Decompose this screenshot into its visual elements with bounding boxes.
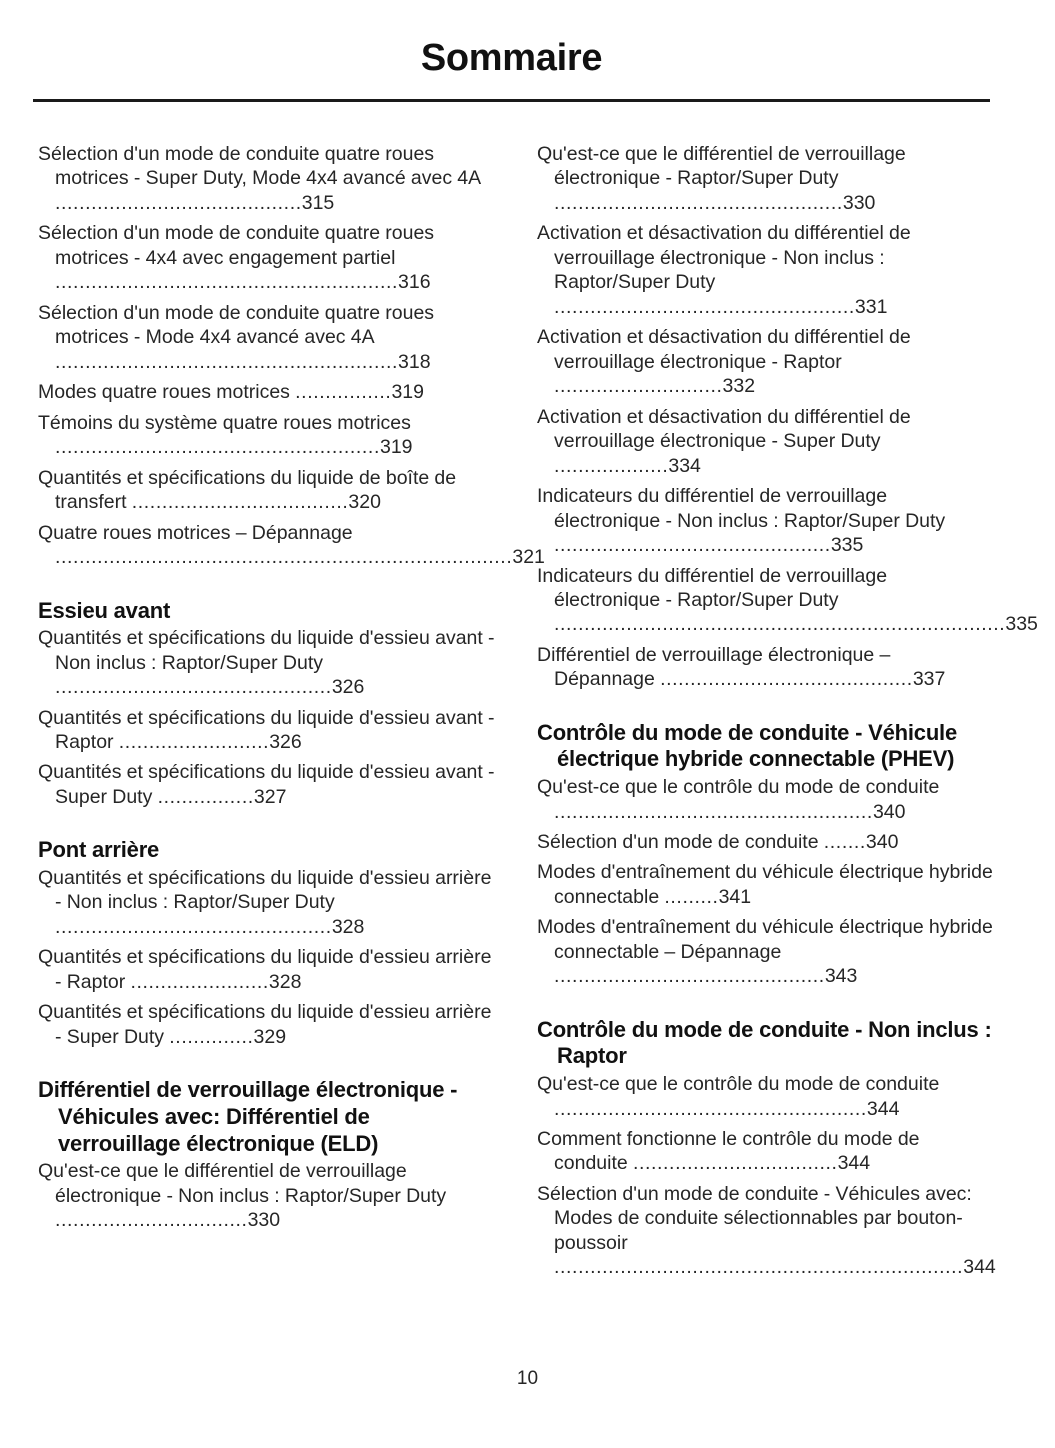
toc-section-heading: Contrôle du mode de conduite - Non inclus : Raptor: [537, 1016, 992, 1069]
toc-entry-page-number: 318: [398, 350, 431, 373]
toc-leader-dots: ....................................: [131, 491, 349, 514]
toc-entry-page-number: 326: [331, 676, 365, 699]
footer-page-number: 10: [516, 1368, 539, 1389]
toc-entry-title: Indicateurs du différentiel de verrouillage électronique - Raptor/Super Duty: [537, 564, 888, 611]
toc-leader-dots: .....................................................: [554, 800, 873, 823]
toc-entry-page-number: 329: [253, 1025, 287, 1048]
toc-entry[interactable]: [38, 866, 495, 939]
toc-entry-page-number: 331: [854, 295, 888, 318]
toc-entry-title: Quantités et spécifications du liquide d'essieu avant - Raptor: [38, 706, 495, 753]
toc-leader-dots: .......: [823, 831, 866, 853]
toc-entry[interactable]: [537, 775, 994, 824]
toc-entry-title: Comment fonctionne le contrôle du mode de conduite: [537, 1127, 920, 1175]
toc-leader-dots: ....................................................: [554, 1097, 867, 1120]
toc-leader-dots: ..................................: [632, 1152, 838, 1175]
toc-leader-dots: ....................................................................: [554, 1256, 964, 1279]
toc-entry-page-number: 327: [253, 785, 287, 808]
toc-entry-title: Activation et désactivation du différentiel de verrouillage électronique - Non inclus : Raptor/Super Duty: [537, 222, 911, 294]
toc-entry-title: Sélection d'un mode de conduite quatre roues motrices - 4x4 avec engagement partiel: [38, 222, 435, 269]
toc-entry[interactable]: [537, 643, 994, 692]
toc-entry-page-number: 319: [379, 436, 413, 459]
toc-entry-page-number: 344: [963, 1256, 996, 1279]
toc-leader-dots: ................................: [55, 1209, 248, 1232]
page-footer: [0, 1368, 1055, 1390]
toc-leader-dots: .........................................................: [55, 350, 399, 373]
toc-entry[interactable]: [38, 1159, 495, 1232]
toc-leader-dots: .............................................: [554, 965, 825, 988]
toc-entry-title: Quantités et spécifications du liquide d'essieu avant - Non inclus : Raptor/Super Duty: [38, 627, 495, 674]
toc-entry-page-number: 330: [247, 1209, 281, 1232]
toc-entry-page-number: 344: [866, 1097, 900, 1120]
toc-section-heading: Essieu avant: [38, 597, 171, 623]
toc-entry-page-number: 334: [668, 454, 701, 477]
toc-entry-page-number: 340: [872, 800, 906, 823]
toc-entry[interactable]: [537, 860, 994, 909]
toc-leader-dots: ..............................................: [55, 915, 332, 938]
toc-entry[interactable]: [38, 380, 495, 404]
toc-entry-title: Sélection d'un mode de conduite quatre roues motrices - Mode 4x4 avancé avec 4A: [38, 301, 435, 349]
toc-leader-dots: ..................................................: [554, 295, 855, 318]
toc-entry-page-number: 320: [348, 491, 381, 514]
toc-leader-dots: ......................................................: [55, 436, 380, 459]
toc-entry-title: Activation et désactivation du différentiel de verrouillage électronique - Super Duty: [537, 405, 911, 453]
toc-leader-dots: .........................................: [55, 191, 302, 214]
toc-entry-page-number: 341: [718, 885, 752, 908]
toc-entry[interactable]: [537, 325, 994, 398]
toc-column-right: [537, 142, 1038, 1286]
toc-entry-page-number: 315: [301, 191, 335, 214]
toc-entry-page-number: 319: [391, 381, 424, 404]
toc-entry-title: Sélection d'un mode de conduite: [537, 831, 824, 853]
toc-entry-page-number: 321: [512, 546, 545, 569]
toc-entry-title: Qu'est-ce que le différentiel de verrouillage électronique - Raptor/Super Duty: [537, 143, 906, 190]
toc-leader-dots: ..............................................: [55, 676, 332, 699]
document-header: [33, 38, 990, 110]
toc-entry-page-number: 326: [269, 730, 302, 753]
toc-entry-page-number: 332: [722, 375, 756, 398]
toc-leader-dots: ................................................: [554, 191, 843, 214]
toc-leader-dots: .........................: [118, 730, 270, 753]
toc-entry[interactable]: [537, 1127, 994, 1176]
toc-entry-title: Sélection d'un mode de conduite - Véhicules avec: Modes de conduite sélectionnables par bouton-poussoir: [537, 1182, 972, 1254]
toc-entry[interactable]: [38, 411, 495, 460]
toc-leader-dots: .........................................................: [55, 271, 399, 294]
toc-entry-page-number: 344: [837, 1152, 871, 1175]
toc-entry-page-number: 328: [268, 970, 302, 993]
toc-entry[interactable]: [38, 945, 495, 994]
toc-entry[interactable]: [537, 830, 994, 854]
toc-entry[interactable]: [537, 1072, 994, 1121]
toc-entry-title: Modes quatre roues motrices: [38, 381, 296, 404]
toc-entry-title: Quatre roues motrices – Dépannage: [38, 521, 353, 544]
toc-entry[interactable]: [537, 915, 994, 988]
toc-entry-page-number: 335: [830, 534, 864, 557]
toc-leader-dots: .......................: [130, 970, 269, 993]
toc-leader-dots: ..............................................: [554, 534, 831, 557]
toc-leader-dots: ............................: [554, 375, 723, 398]
toc-entry-page-number: 337: [912, 668, 946, 691]
toc-entry[interactable]: [38, 221, 495, 294]
toc-entry[interactable]: [38, 142, 495, 215]
toc-entry-title: Différentiel de verrouillage électronique – Dépannage: [537, 643, 891, 691]
toc-leader-dots: ..............: [169, 1025, 254, 1048]
toc-entry[interactable]: [38, 301, 495, 374]
toc-section-heading: Pont arrière: [38, 837, 160, 863]
toc-entry-page-number: 343: [824, 965, 858, 988]
toc-entry[interactable]: [537, 1182, 994, 1280]
toc-entry-title: Témoins du système quatre roues motrices: [38, 411, 411, 434]
toc-entry[interactable]: [537, 142, 994, 215]
toc-entry-page-number: 316: [398, 271, 431, 294]
toc-entry-title: Modes d'entraînement du véhicule électrique hybride connectable: [537, 861, 993, 908]
toc-columns: [0, 142, 1055, 1286]
toc-entry[interactable]: [537, 564, 1038, 637]
toc-entry[interactable]: [38, 521, 545, 570]
toc-entry[interactable]: [38, 1000, 495, 1049]
toc-section-heading: Contrôle du mode de conduite - Véhicule électrique hybride connectable (PHEV): [537, 719, 958, 772]
toc-entry-title: Quantités et spécifications du liquide de boîte de transfert: [38, 466, 457, 514]
toc-entry-title: Qu'est-ce que le contrôle du mode de conduite: [537, 1073, 940, 1096]
toc-entry-title: Qu'est-ce que le différentiel de verrouillage électronique - Non inclus : Raptor/Super Duty: [38, 1160, 447, 1207]
toc-entry-title: Modes d'entraînement du véhicule électrique hybride connectable – Dépannage: [537, 916, 993, 963]
toc-entry-title: Quantités et spécifications du liquide d'essieu avant - Super Duty: [38, 761, 495, 808]
toc-leader-dots: ............................................................................: [55, 546, 513, 569]
toc-entry-title: Qu'est-ce que le contrôle du mode de conduite: [537, 776, 940, 799]
toc-entry-title: Quantités et spécifications du liquide d'essieu arrière - Super Duty: [38, 1001, 492, 1048]
toc-leader-dots: ..........................................: [660, 668, 913, 691]
toc-entry[interactable]: [38, 706, 495, 755]
toc-section-heading: Différentiel de verrouillage électronique - Véhicules avec: Différentiel de verrouillage électronique (ELD): [38, 1077, 458, 1156]
toc-entry-page-number: 335: [1005, 613, 1038, 636]
toc-entry[interactable]: [38, 466, 495, 515]
toc-entry[interactable]: [537, 221, 994, 319]
header-divider: [33, 99, 990, 102]
toc-leader-dots: ................: [295, 381, 392, 404]
page-title: Sommaire: [420, 37, 603, 79]
toc-entry-page-number: 340: [865, 831, 899, 853]
toc-leader-dots: ................: [157, 785, 254, 808]
toc-entry-title: Sélection d'un mode de conduite quatre roues motrices - Super Duty, Mode 4x4 avancé avec 4A: [38, 143, 481, 190]
toc-entry[interactable]: [537, 484, 994, 557]
toc-entry-page-number: 330: [842, 191, 876, 214]
toc-leader-dots: ...................: [554, 454, 669, 477]
toc-column-left: [38, 142, 545, 1286]
toc-entry-page-number: 328: [331, 915, 365, 938]
toc-entry[interactable]: [38, 626, 495, 699]
toc-entry-title: Indicateurs du différentiel de verrouillage électronique - Non inclus : Raptor/Super Duty: [537, 485, 946, 532]
toc-entry[interactable]: [537, 405, 994, 478]
toc-entry-title: Quantités et spécifications du liquide d'essieu arrière - Raptor: [38, 946, 492, 993]
toc-leader-dots: .........: [664, 885, 719, 908]
toc-entry-title: Quantités et spécifications du liquide d'essieu arrière - Non inclus : Raptor/Super Duty: [38, 867, 492, 914]
toc-leader-dots: ...........................................................................: [554, 613, 1006, 636]
toc-entry[interactable]: [38, 760, 495, 809]
toc-entry-title: Activation et désactivation du différentiel de verrouillage électronique - Raptor: [537, 326, 911, 373]
